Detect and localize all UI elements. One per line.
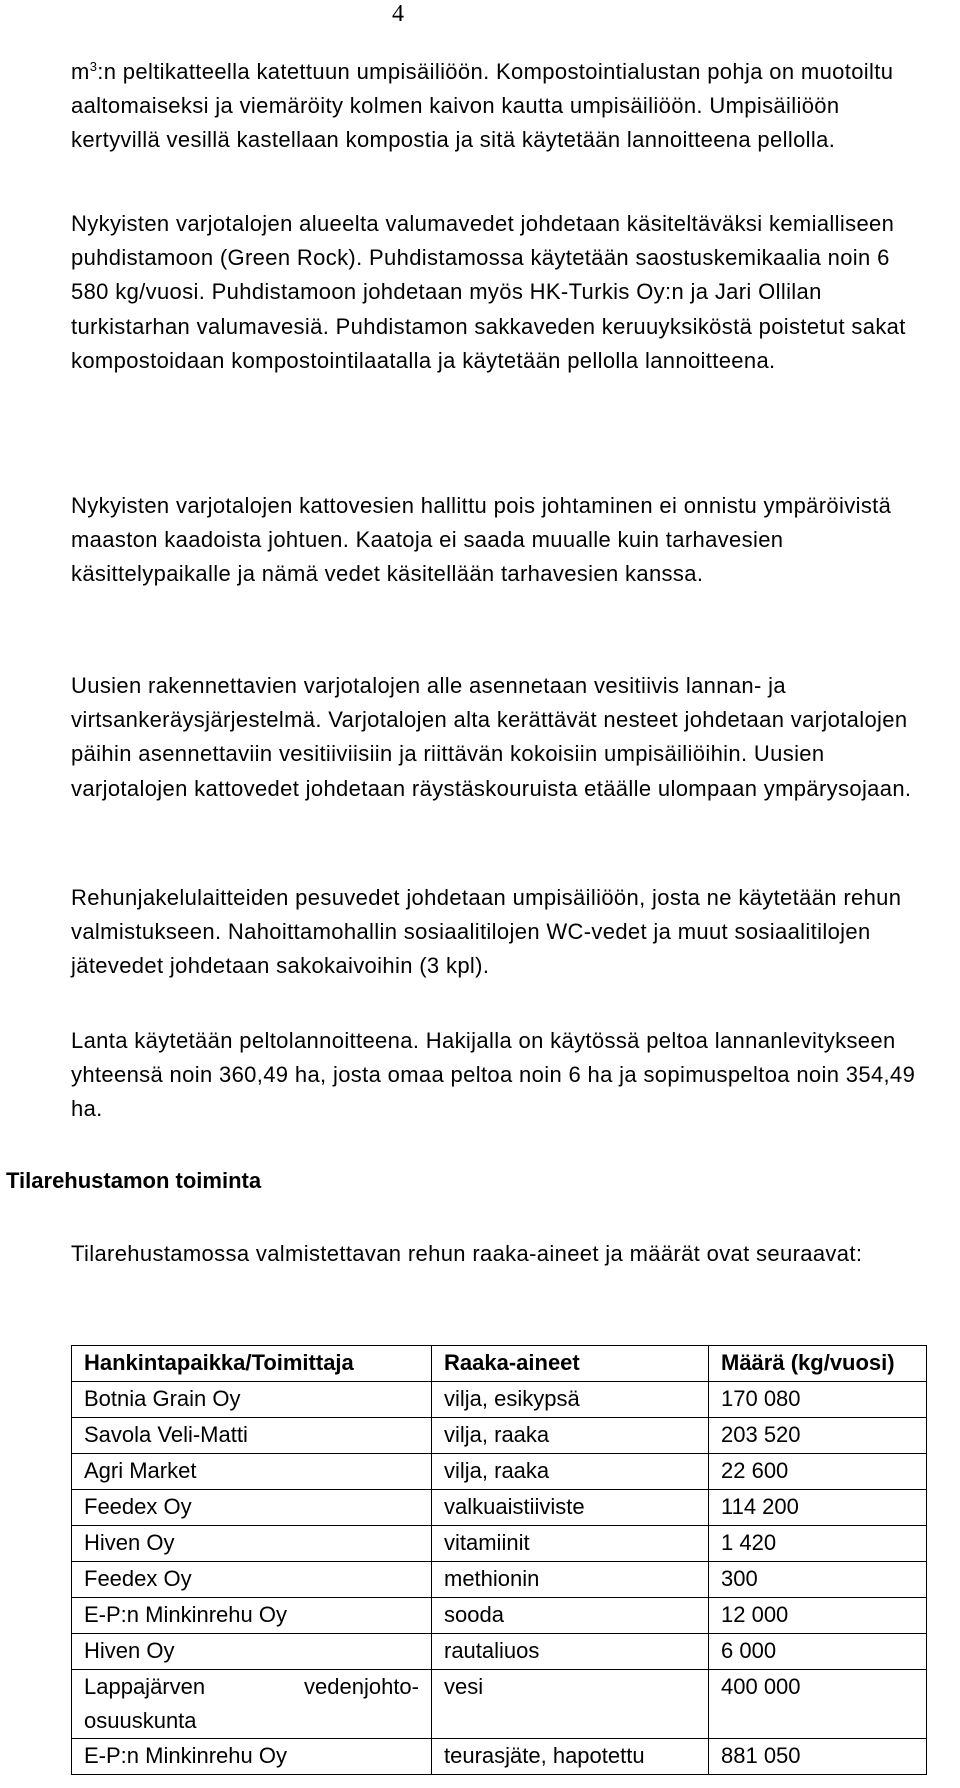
supplier-cell: Feedex Oy — [72, 1562, 432, 1598]
column-header-supplier: Hankintapaikka/Toimittaja — [72, 1346, 432, 1382]
supplier-line-2: osuuskunta — [84, 1708, 197, 1733]
amount-cell: 12 000 — [709, 1598, 927, 1634]
supplier-cell: Savola Veli-Matti — [72, 1418, 432, 1454]
supplier-cell: E-P:n Minkinrehu Oy — [72, 1739, 432, 1775]
feed-ingredients-table — [71, 1345, 927, 1775]
amount-cell: 881 050 — [709, 1739, 927, 1775]
paragraph-compost-drainage — [71, 55, 933, 158]
paragraph-manure: Lanta käytetään peltolannoitteena. Hakijalla on käytössä peltoa lannanlevitykseen yhteensä noin 360,49 ha, josta omaa peltoa noin 6 ha ja sopimuspeltoa noin 354,49 ha. — [71, 1028, 916, 1122]
table-row — [72, 1490, 927, 1526]
table-row — [72, 1382, 927, 1418]
ingredient-cell: valkuaistiiviste — [432, 1490, 709, 1526]
amount-cell: 300 — [709, 1562, 927, 1598]
table-row — [72, 1418, 927, 1454]
paragraph-wash-water: Rehunjakelulaitteiden pesuvedet johdetaan umpisäiliöön, josta ne käytetään rehun valmistukseen. Nahoittamohallin sosiaalitilojen WC-vedet ja muut sosiaalitilojen jätevedet johdetaan sakokaivoihin (3 kpl). — [71, 885, 902, 979]
paragraph-text: :n peltikatteella katettuun umpisäiliöön. Kompostointialustan pohja on muotoiltu aaltomaiseksi ja viemäröity kolmen kaivon kautta umpisäiliöön. Umpisäiliöön kertyvillä vesillä kastellaan kompostia ja sitä käytetään lannoitteena pellolla. — [71, 59, 894, 153]
supplier-line-1: Lappajärven vedenjohto- — [84, 1674, 419, 1699]
section-heading: Tilarehustamon toiminta — [6, 1168, 262, 1193]
ingredient-cell: sooda — [432, 1598, 709, 1634]
paragraph-roof-water: Nykyisten varjotalojen kattovesien hallittu pois johtaminen ei onnistu ympäröivistä maaston kaadoista johtuen. Kaatoja ei saada muualle kuin tarhavesien käsittelypaikalle ja nämä vedet käsitellään tarhavesien kanssa. — [71, 493, 892, 587]
paragraph-feed-intro: Tilarehustamossa valmistettavan rehun raaka-aineet ja määrät ovat seuraavat: — [71, 1241, 863, 1266]
supplier-cell: Feedex Oy — [72, 1490, 432, 1526]
table-row — [72, 1670, 927, 1739]
table-row — [72, 1526, 927, 1562]
ingredient-cell: vilja, esikypsä — [432, 1382, 709, 1418]
amount-cell: 203 520 — [709, 1418, 927, 1454]
ingredient-cell: vitamiinit — [432, 1526, 709, 1562]
table-header-row — [72, 1346, 927, 1382]
table-row — [72, 1634, 927, 1670]
unit-superscript: 3 — [89, 59, 98, 74]
supplier-cell: Agri Market — [72, 1454, 432, 1490]
supplier-cell: Hiven Oy — [72, 1526, 432, 1562]
ingredient-cell: vesi — [432, 1670, 709, 1739]
ingredient-cell: methionin — [432, 1562, 709, 1598]
table-row — [72, 1562, 927, 1598]
ingredient-cell: vilja, raaka — [432, 1418, 709, 1454]
supplier-cell: Botnia Grain Oy — [72, 1382, 432, 1418]
amount-cell: 400 000 — [709, 1670, 927, 1739]
table-row — [72, 1598, 927, 1634]
paragraph-new-shelters: Uusien rakennettavien varjotalojen alle asennetaan vesitiivis lannan- ja virtsankeräysjärjestelmä. Varjotalojen alta kerättävät nesteet johdetaan varjotalojen päihin asennettaviin vesitiiviisiin ja riittävän kokoisiin umpisäiliöihin. Uusien varjotalojen kattovedet johdetaan räystäskouruista etäälle ulompaan ympärysojaan. — [71, 673, 912, 801]
column-header-ingredients: Raaka-aineet — [432, 1346, 709, 1382]
amount-cell: 1 420 — [709, 1526, 927, 1562]
amount-cell: 114 200 — [709, 1490, 927, 1526]
unit-prefix: m — [71, 59, 90, 84]
column-header-amount: Määrä (kg/vuosi) — [709, 1346, 927, 1382]
amount-cell: 170 080 — [709, 1382, 927, 1418]
paragraph-runoff-treatment: Nykyisten varjotalojen alueelta valumavedet johdetaan käsiteltäväksi kemialliseen puhdistamoon (Green Rock). Puhdistamossa käytetään saostuskemikaalia noin 6 580 kg/vuosi. Puhdistamoon johdetaan myös HK-Turkis Oy:n ja Jari Ollilan turkistarhan valumavesiä. Puhdistamon sakkaveden keruuyksiköstä poistetut sakat kompostoidaan kompostointilaatalla ja käytetään pellolla lannoitteena. — [71, 211, 906, 373]
page-number: 4 — [392, 1, 404, 27]
supplier-cell: Hiven Oy — [72, 1634, 432, 1670]
table-row — [72, 1454, 927, 1490]
ingredient-cell: vilja, raaka — [432, 1454, 709, 1490]
supplier-cell: E-P:n Minkinrehu Oy — [72, 1598, 432, 1634]
supplier-cell — [72, 1670, 432, 1739]
table-row — [72, 1739, 927, 1775]
ingredient-cell: teurasjäte, hapotettu — [432, 1739, 709, 1775]
amount-cell: 6 000 — [709, 1634, 927, 1670]
ingredient-cell: rautaliuos — [432, 1634, 709, 1670]
amount-cell: 22 600 — [709, 1454, 927, 1490]
